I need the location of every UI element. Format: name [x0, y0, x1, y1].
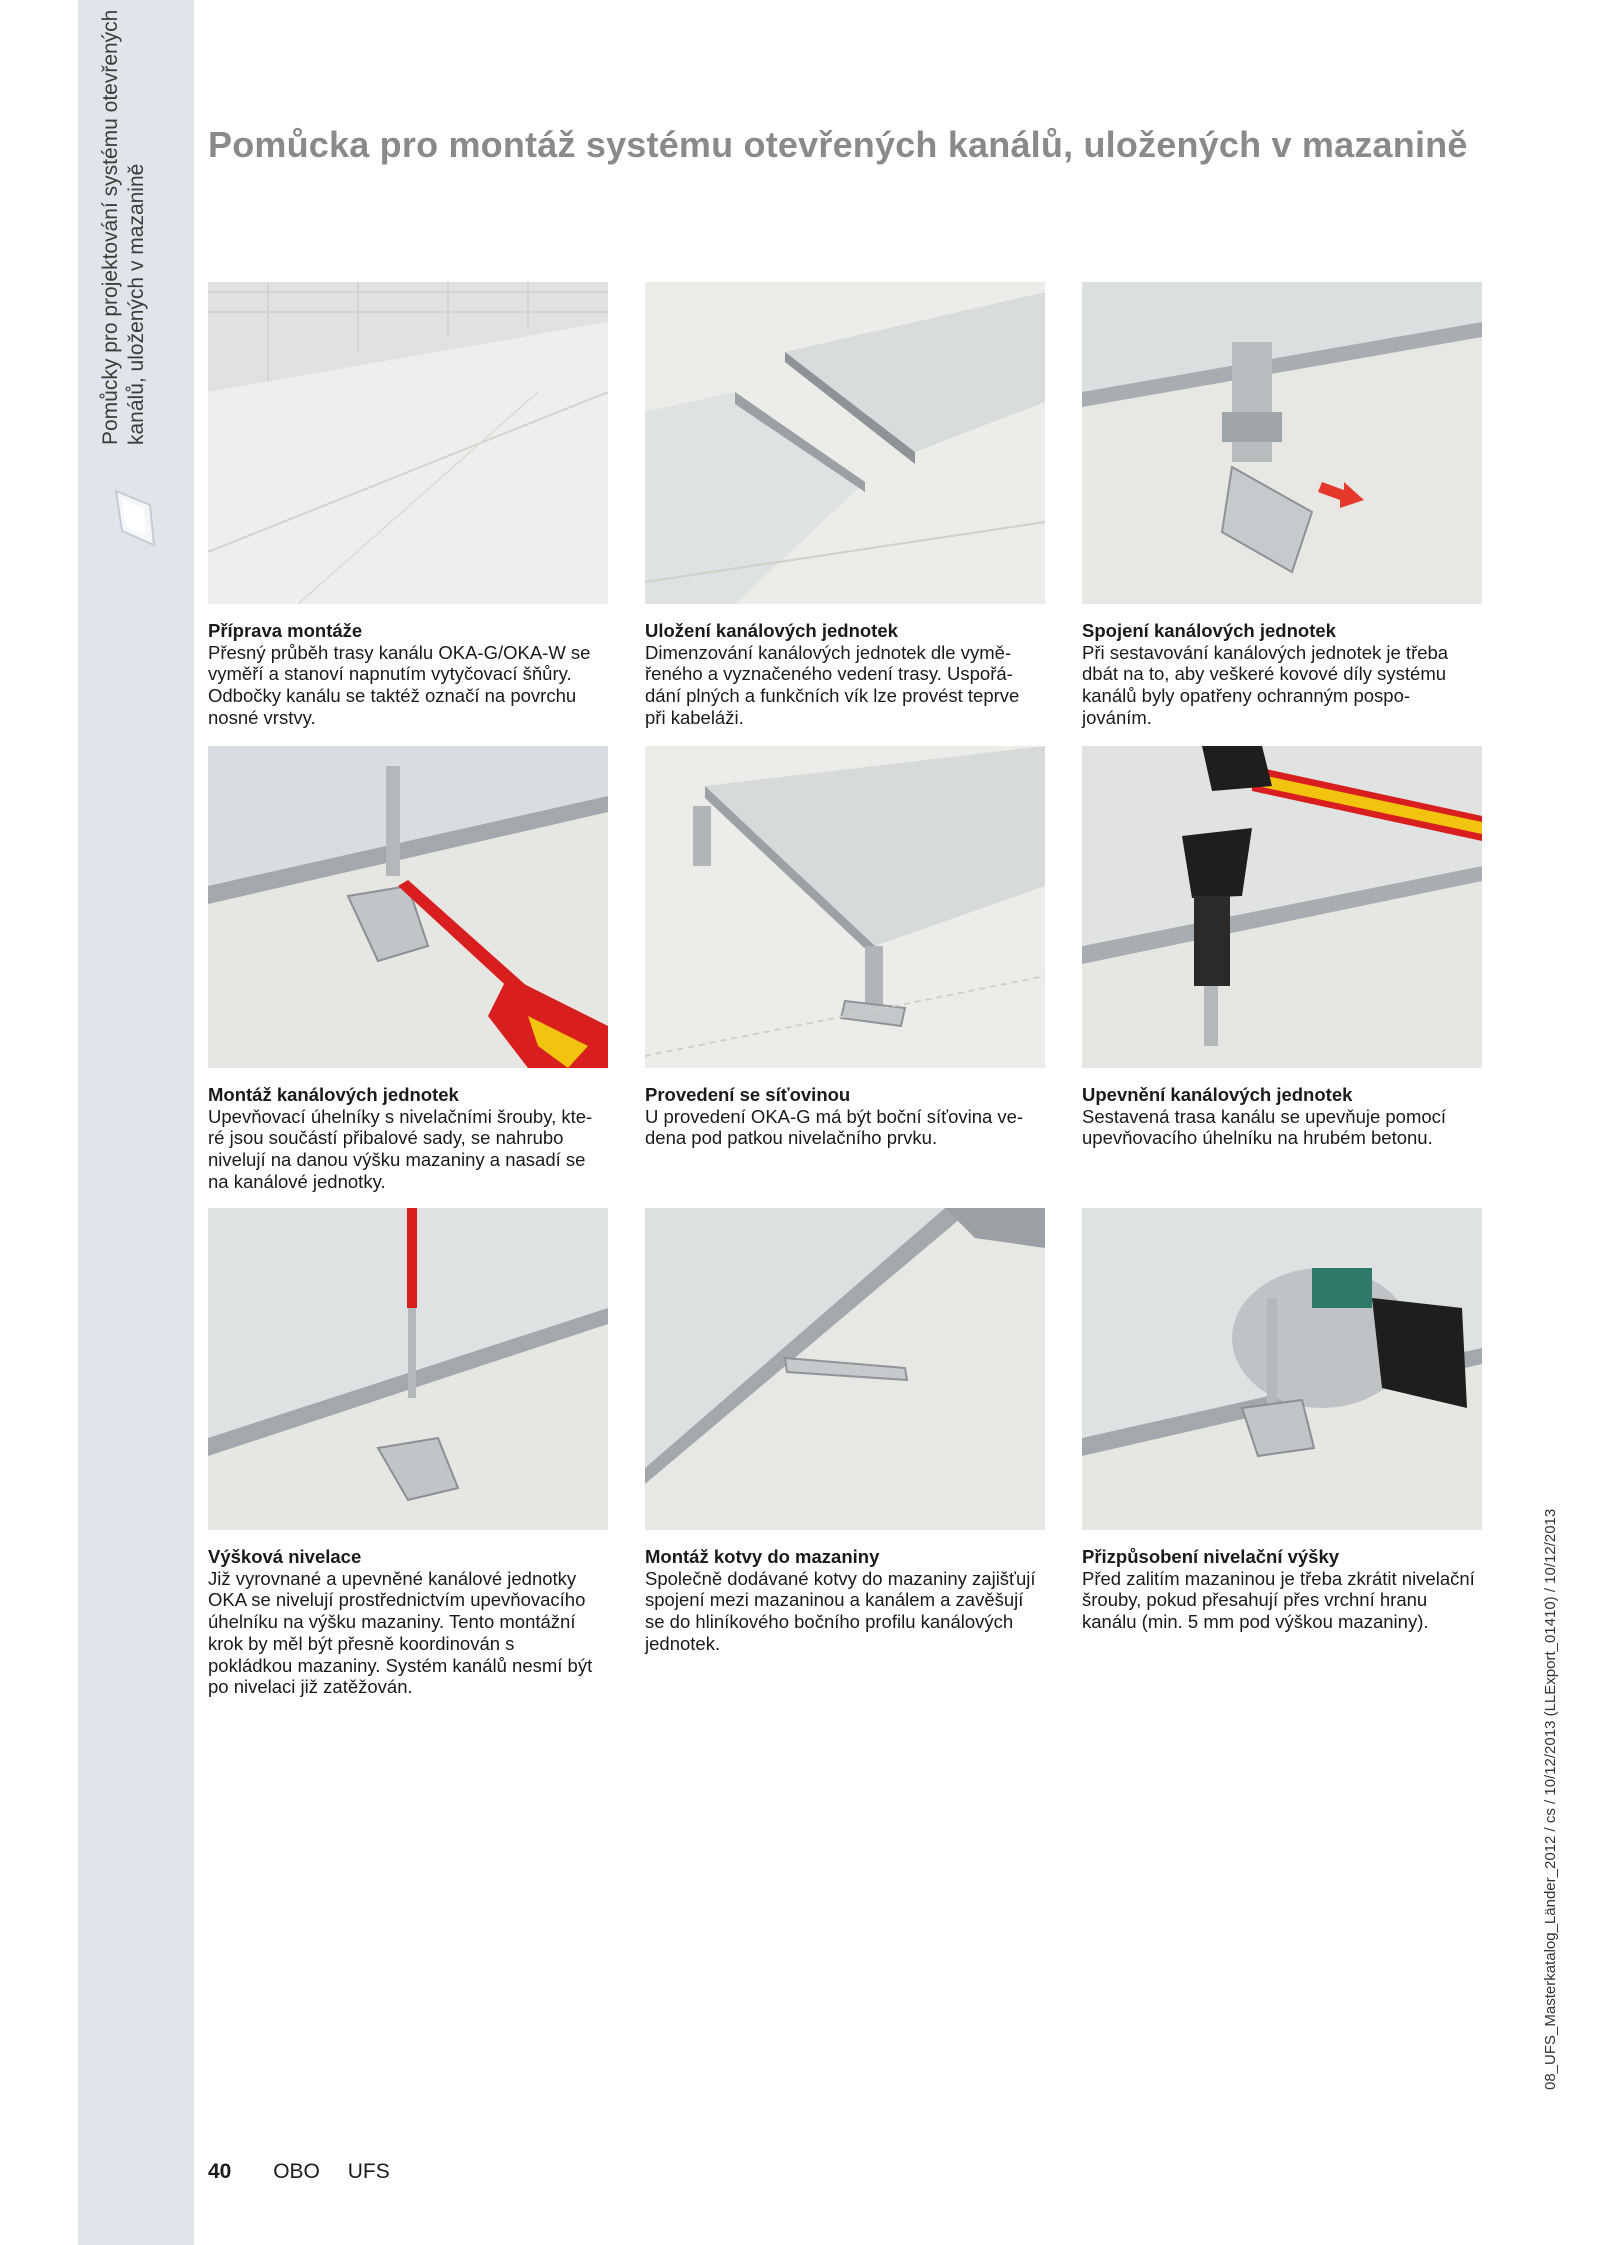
step-photo-height-leveling	[208, 1208, 608, 1530]
step-description: Před zalitím mazaninou je třeba zkrátit nivelační šrouby, pokud přesahují přes vrchní hranu kanálu (min. 5 mm pod výškou mazaniny).	[1082, 1567, 1475, 1633]
step-photo-leveling-adjust	[1082, 1208, 1482, 1530]
sidebar-section-label: Pomůcky pro projektování systému otevřených kanálů, uložených v mazanině	[99, 9, 148, 445]
step-title: Výšková nivelace	[208, 1546, 362, 1567]
step-description: Již vyrovnané a upevněné kanálové jednotky OKA se nivelují prostřednictvím upevňovacího úhelníku na výšku mazaniny. Tento montážní krok by měl být přesně koordinován s pokládkou mazaniny. Systém kanálů nesmí být po nivelaci již zatěžován.	[208, 1567, 593, 1698]
step-photo-mesh-version	[645, 746, 1045, 1068]
step-leveling-adjust	[1082, 1208, 1482, 1633]
step-photo-screed-anchor	[645, 1208, 1045, 1530]
step-title: Provedení se síťovinou	[645, 1084, 851, 1105]
step-title: Upevnění kanálových jednotek	[1082, 1084, 1353, 1105]
step-photo-connecting-units	[1082, 282, 1482, 604]
brand-name: OBO	[273, 2160, 320, 2183]
step-connecting-units	[1082, 282, 1482, 729]
page-footer	[208, 2160, 390, 2184]
step-description: Dimenzování kanálových jednotek dle vymě- řeného a vyznačeného vedení trasy. Uspořá- dání plných a funkčních vík lze provést teprve při kabeláži.	[645, 641, 1020, 728]
step-description: U provedení OKA-G má být boční síťovina ve- dena pod patkou nivelačního prvku.	[645, 1105, 1024, 1149]
product-name: UFS	[347, 2160, 390, 2183]
step-preparation	[208, 282, 608, 729]
step-title: Přizpůsobení nivelační výšky	[1082, 1546, 1340, 1567]
step-screed-anchor	[645, 1208, 1045, 1655]
step-height-leveling	[208, 1208, 608, 1698]
step-mesh-version	[645, 746, 1045, 1149]
step-description: Při sestavování kanálových jednotek je třeba dbát na to, aby veškeré kovové díly systému kanálů byly opatřeny ochranným pospo- jováním.	[1082, 641, 1449, 728]
section-arrow-icon	[112, 487, 158, 549]
step-title: Uložení kanálových jednotek	[645, 620, 898, 641]
step-description: Upevňovací úhelníky s nivelačními šrouby, kte- ré jsou součástí přibalové sady, se nahrubo nivelují na danou výšku mazaniny a nasadí se na kanálové jednotky.	[208, 1105, 593, 1192]
step-fixing-units	[1082, 746, 1482, 1149]
step-title: Montáž kanálových jednotek	[208, 1084, 459, 1105]
step-title: Spojení kanálových jednotek	[1082, 620, 1336, 641]
page-title: Pomůcka pro montáž systému otevřených kanálů, uložených v mazanině	[208, 124, 1468, 165]
step-photo-preparation	[208, 282, 608, 604]
step-photo-fixing-units	[1082, 746, 1482, 1068]
step-photo-mounting-units	[208, 746, 608, 1068]
step-description: Přesný průběh trasy kanálu OKA-G/OKA-W se vyměří a stanoví napnutím vytyčovací šňůry. Odbočky kanálu se taktéž označí na povrchu nosné vrstvy.	[208, 641, 591, 728]
step-laying-units	[645, 282, 1045, 729]
step-description: Sestavená trasa kanálu se upevňuje pomocí upevňovacího úhelníku na hrubém betonu.	[1082, 1105, 1447, 1149]
step-title: Montáž kotvy do mazaniny	[645, 1546, 880, 1567]
step-mounting-units	[208, 746, 608, 1193]
print-meta-line: 08_UFS_Masterkatalog_Länder_2012 / cs / 10/12/2013 (LLExport_01410) / 10/12/2013	[1542, 1508, 1559, 2090]
page-number: 40	[208, 2160, 232, 2183]
step-photo-laying-units	[645, 282, 1045, 604]
step-description: Společně dodávané kotvy do mazaniny zajišťují spojení mezi mazaninou a kanálem a zavěšují se do hliníkového bočního profilu kanálových jednotek.	[645, 1567, 1036, 1654]
step-title: Příprava montáže	[208, 620, 363, 641]
